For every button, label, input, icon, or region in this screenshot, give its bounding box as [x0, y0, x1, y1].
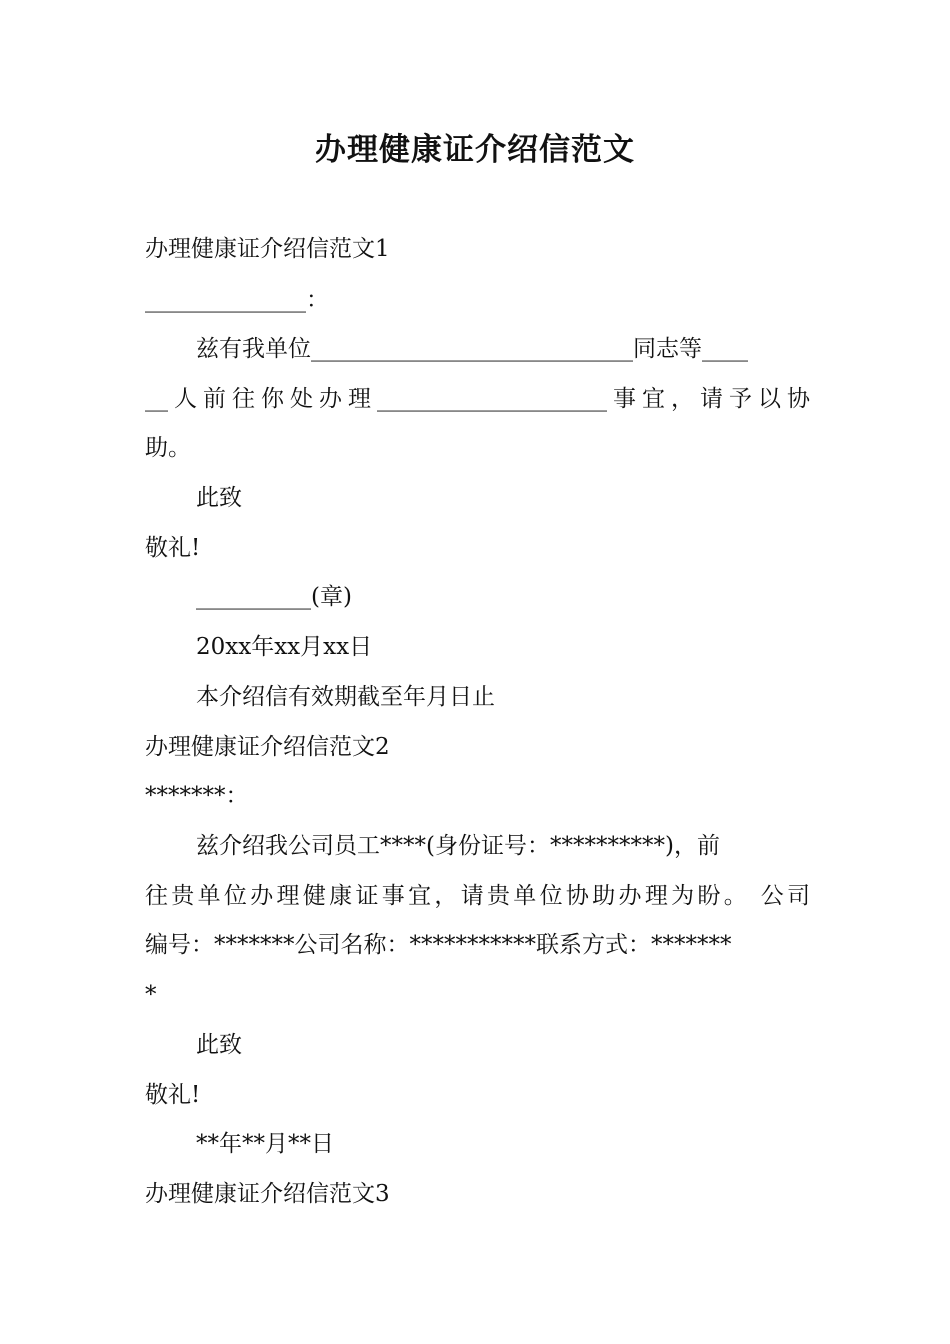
section1-body-line3: 助。 [145, 435, 191, 461]
section2-closing-cizhi: 此致 [196, 1032, 242, 1058]
section2-heading: 办理健康证介绍信范文2 [145, 734, 390, 760]
section3-heading: 办理健康证介绍信范文3 [145, 1181, 390, 1207]
document-title: 办理健康证介绍信范文 [315, 132, 635, 168]
section2-body-line4: * [145, 982, 157, 1008]
section2-body-line3: 编号：*******公司名称：***********联系方式：******* [145, 932, 732, 958]
section1-validity: 本介绍信有效期截至年月日止 [196, 684, 495, 710]
section2-closing-jingli: 敬礼! [145, 1082, 201, 1108]
section1-seal-line: __________(章) [196, 584, 352, 610]
section1-body-line2: __人前往你处办理____________________事宜，请予以协 [145, 386, 810, 412]
section1-salutation: ______________： [145, 287, 329, 313]
section1-closing-cizhi: 此致 [196, 485, 242, 511]
section1-body-line1: 兹有我单位____________________________同志等____ [196, 336, 748, 362]
section1-closing-jingli: 敬礼! [145, 535, 201, 561]
section1-date: 20xx年xx月xx日 [196, 634, 373, 660]
section2-date: **年**月**日 [196, 1131, 334, 1157]
section1-heading: 办理健康证介绍信范文1 [145, 236, 390, 262]
section2-salutation: *******： [145, 783, 249, 809]
section2-body-line1: 兹介绍我公司员工****(身份证号：**********)，前 [196, 833, 720, 859]
section2-body-line2: 往贵单位办理健康证事宜，请贵单位协助办理为盼。 公司 [145, 883, 810, 909]
